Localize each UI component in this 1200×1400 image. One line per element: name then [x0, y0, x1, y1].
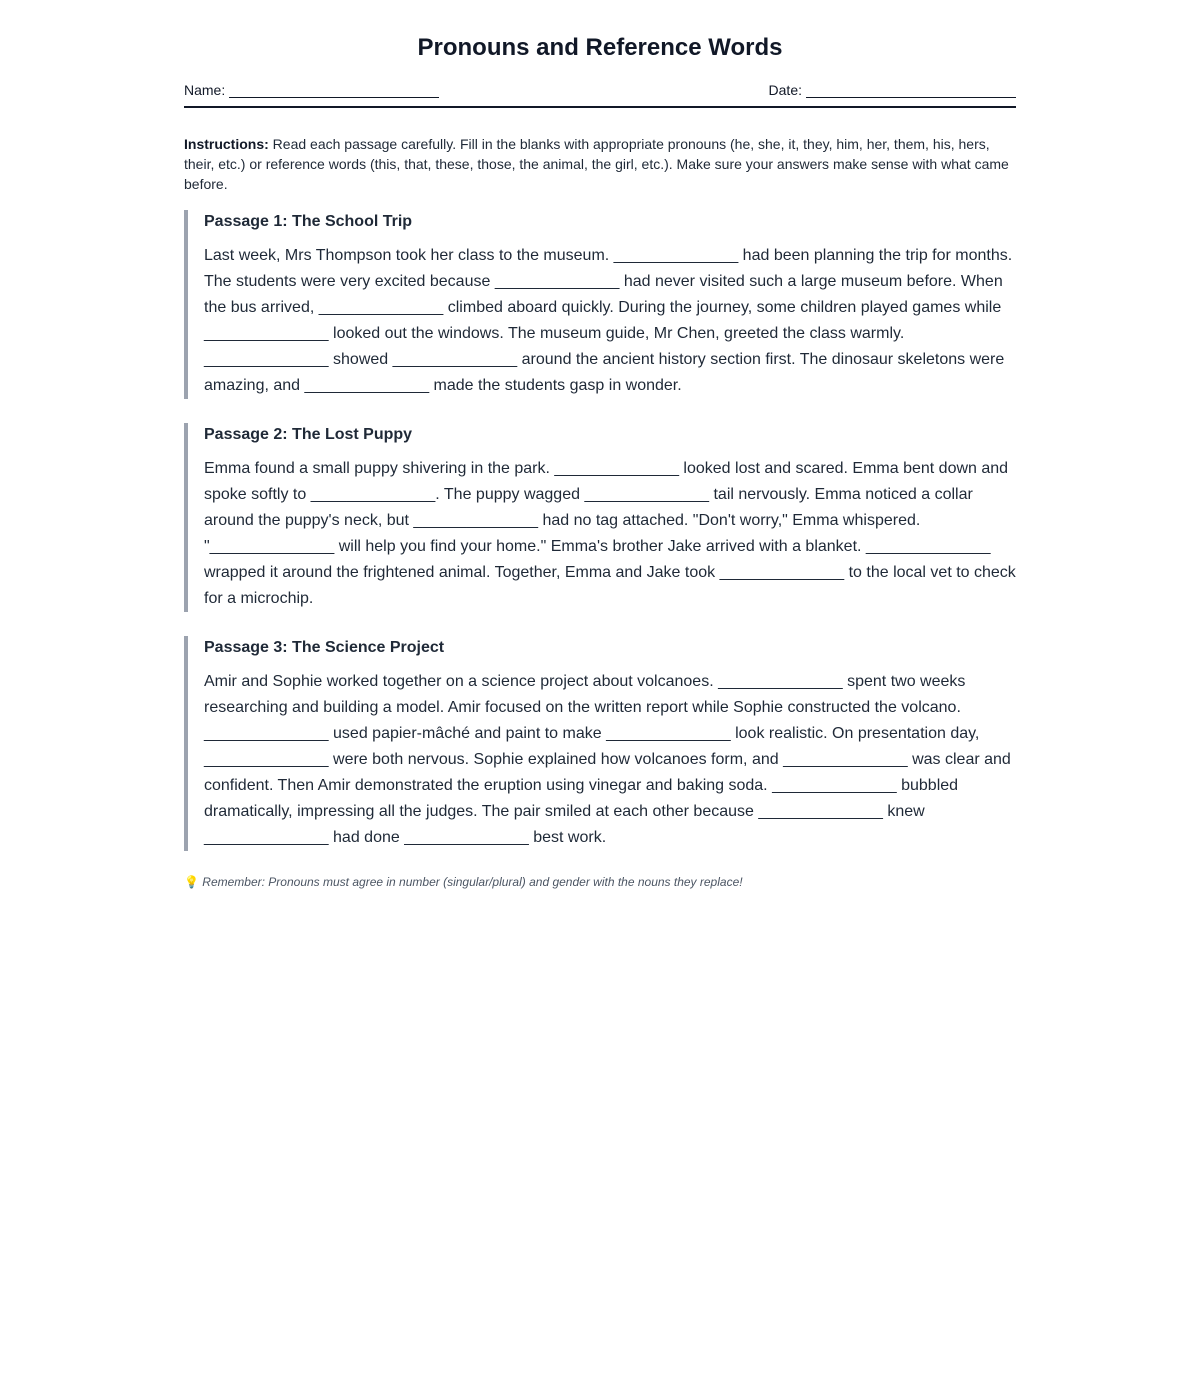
date-blank-line[interactable]: [806, 83, 1016, 98]
date-label: Date:: [768, 82, 802, 98]
instructions-label: Instructions:: [184, 136, 269, 152]
instructions: [184, 134, 1016, 194]
name-field: [184, 82, 439, 98]
passage-3: [184, 636, 1016, 851]
reminder-tip: [184, 875, 1016, 889]
passage-1: [184, 210, 1016, 399]
page-title: Pronouns and Reference Words: [417, 34, 783, 61]
instructions-text: Read each passage carefully. Fill in the blanks with appropriate pronouns (he, she, it, they, him, her, them, his, hers, their, etc.) or reference words (this, that, these, those, the animal, the girl, etc.). Make sure your answers make sense with what came before.: [184, 136, 1009, 192]
passage-title: Passage 3: The Science Project: [204, 639, 445, 656]
date-field: [769, 82, 1016, 98]
passage-2: [184, 423, 1016, 612]
passage-text: Emma found a small puppy shivering in the park. ______________ looked lost and scared. Emma bent down and spoke softly to ______________. The puppy wagged ______________ tail nervously. Emma noticed a collar around the puppy's neck, but ______________ had no tag attached. "Don't worry," Emma whispered. "______________ will help you find your home." Emma's brother Jake arrived with a blanket. ______________ wrapped it around the frightened animal. Together, Emma and Jake took ______________ to the local vet to check for a microchip.: [204, 460, 1016, 607]
passage-text: Amir and Sophie worked together on a science project about volcanoes. ______________ spent two weeks researching and building a model. Amir focused on the written report while Sophie constructed the volcano. ______________ used papier-mâché and paint to make ______________ look realistic. On presentation day, ______________ were both nervous. Sophie explained how volcanoes form, and ______________ was clear and confident. Then Amir demonstrated the eruption using vinegar and baking soda. ______________ bubbled dramatically, impressing all the judges. The pair smiled at each other because ______________ knew ______________ had done ______________ best work.: [204, 673, 1011, 846]
tip-text: Remember: Pronouns must agree in number (singular/plural) and gender with the nouns they replace!: [198, 875, 743, 889]
passage-title: Passage 2: The Lost Puppy: [204, 426, 413, 443]
passage-title: Passage 1: The School Trip: [204, 213, 413, 230]
student-info-row: [184, 82, 1016, 108]
name-blank-line[interactable]: [229, 83, 439, 98]
name-label: Name:: [184, 82, 226, 98]
worksheet-page: [184, 0, 1016, 889]
lightbulb-icon: 💡: [184, 875, 199, 889]
passage-text: Last week, Mrs Thompson took her class to the museum. ______________ had been planning the trip for months. The students were very excited because ______________ had never visited such a large museum before. When the bus arrived, ______________ climbed aboard quickly. During the journey, some children played games while ______________ looked out the windows. The museum guide, Mr Chen, greeted the class warmly. ______________ showed ______________ around the ancient history section first. The dinosaur skeletons were amazing, and ______________ made the students gasp in wonder.: [204, 247, 1013, 394]
